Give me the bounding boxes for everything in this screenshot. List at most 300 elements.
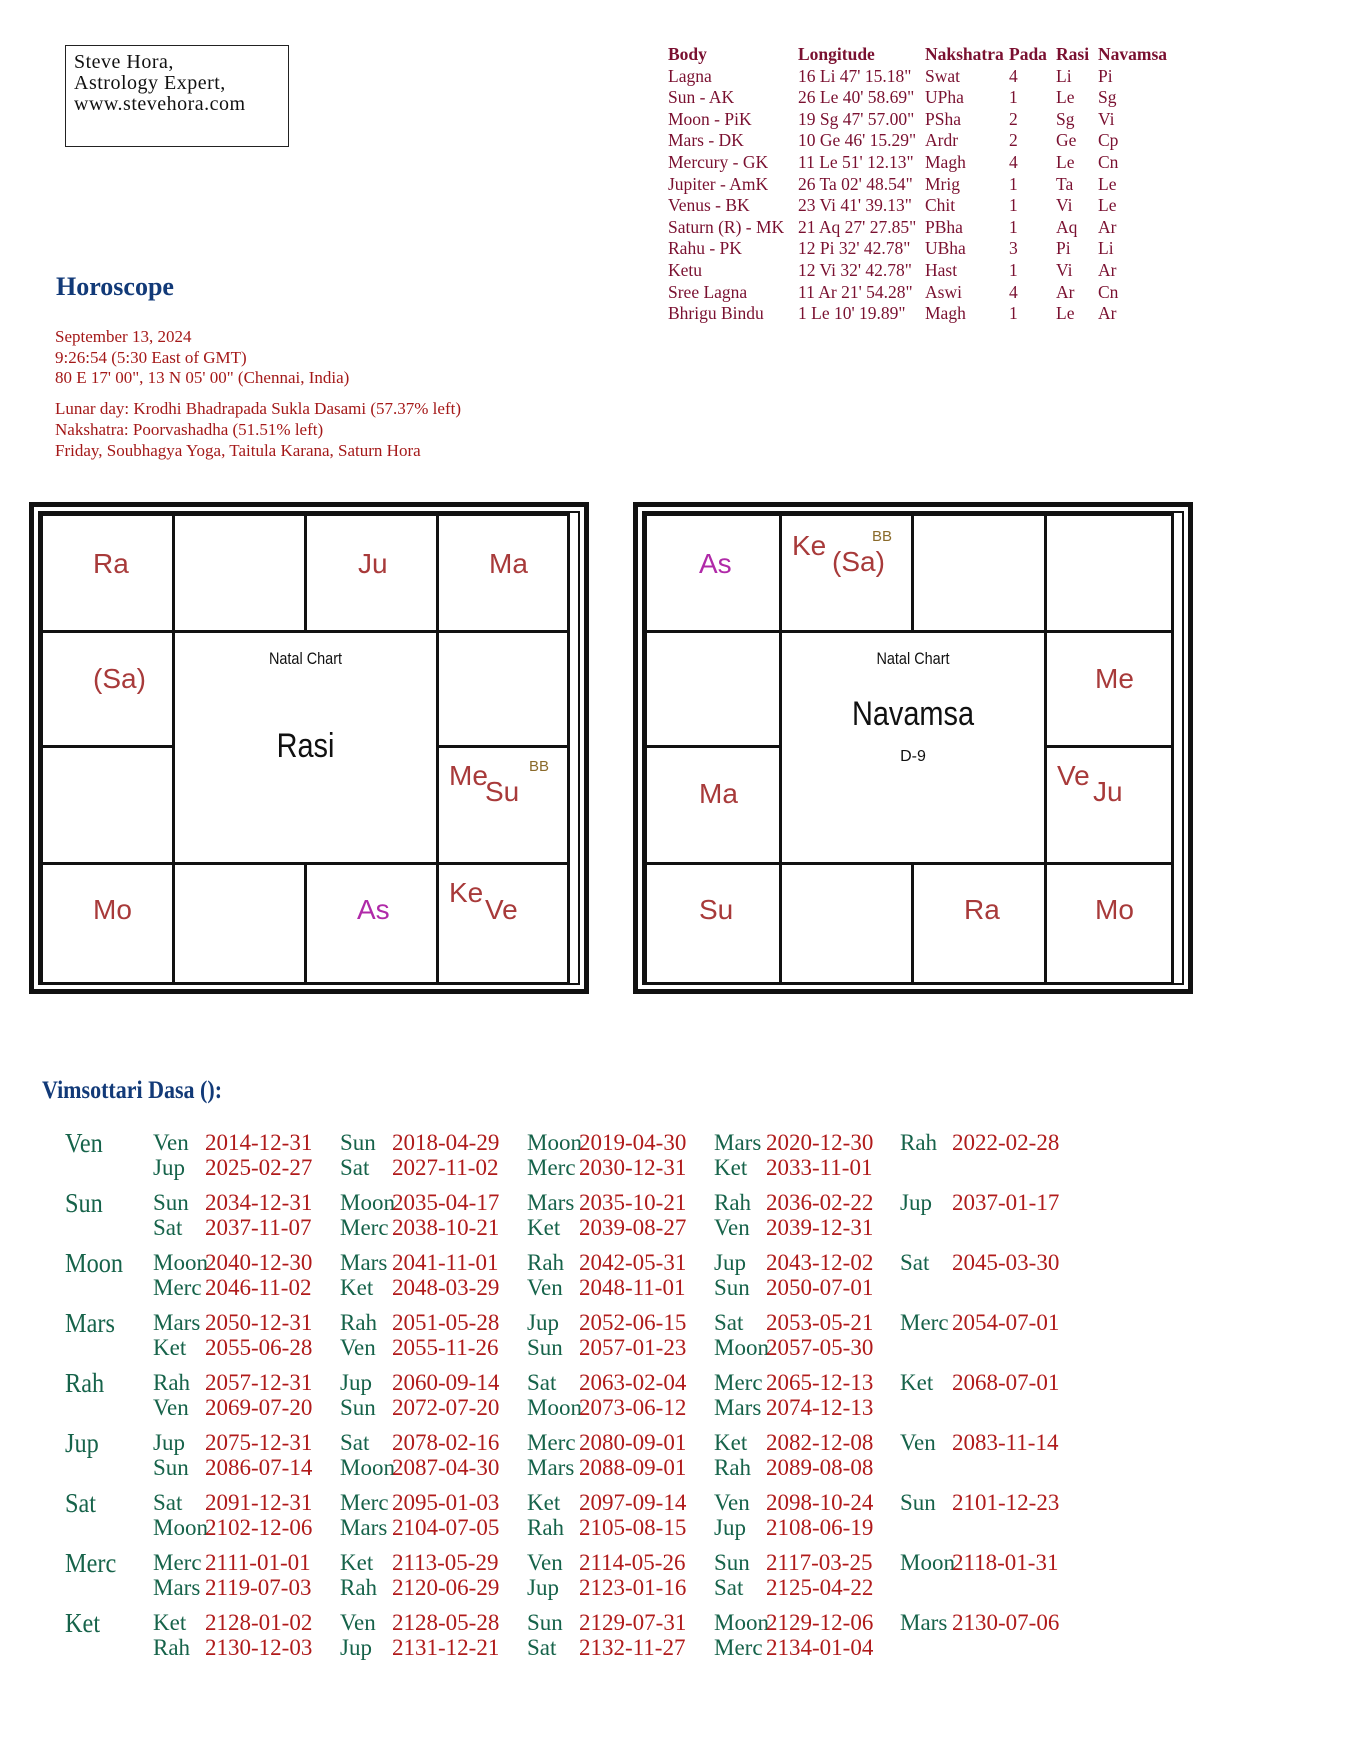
antardasa-planet: Sat <box>527 1370 557 1395</box>
planet-cell: Li <box>1098 238 1114 259</box>
planet-cell: 2 <box>1009 130 1018 151</box>
antardasa-date: 2039-12-31 <box>766 1215 874 1240</box>
planet-cell: Pi <box>1098 65 1113 86</box>
antardasa-date: 2130-12-03 <box>205 1635 313 1660</box>
planet-cell: 1 <box>1009 259 1018 280</box>
navamsa-planet: Ma <box>699 778 738 809</box>
antardasa-date: 2105-08-15 <box>579 1515 687 1540</box>
antardasa-date: 2082-12-08 <box>766 1430 874 1455</box>
antardasa-date: 2034-12-31 <box>205 1190 313 1215</box>
dasa-lord: Merc <box>65 1548 117 1578</box>
planet-row <box>668 282 1167 304</box>
rasi-house-virgo <box>436 862 570 985</box>
antardasa-date: 2091-12-31 <box>205 1490 313 1515</box>
antardasa-planet: Rah <box>527 1250 565 1275</box>
planet-cell: Cn <box>1098 151 1119 172</box>
antardasa-planet: Mars <box>900 1610 948 1635</box>
antardasa-planet: Ven <box>340 1610 376 1635</box>
planet-cell: Ketu <box>668 259 703 280</box>
planet-cell: 1 <box>1009 87 1018 108</box>
navamsa-chart-label: Natal Chart <box>876 649 950 668</box>
antardasa-planet: Sun <box>714 1275 750 1300</box>
antardasa-planet: Merc <box>340 1215 389 1240</box>
antardasa-date: 2089-08-08 <box>766 1455 874 1480</box>
planet-cell: Lagna <box>668 65 712 86</box>
antardasa-planet: Moon <box>900 1550 955 1575</box>
navamsa-planet: Ju <box>1093 776 1123 807</box>
antardasa-planet: Rah <box>714 1190 752 1215</box>
planet-row <box>668 260 1167 282</box>
antardasa-planet: Sun <box>527 1610 563 1635</box>
author-box <box>65 45 289 147</box>
planet-cell: Pi <box>1056 238 1071 259</box>
birth-location: 80 E 17' 00", 13 N 05' 00" (Chennai, India) <box>55 368 350 387</box>
antardasa-planet: Merc <box>527 1155 576 1180</box>
antardasa-date: 2037-01-17 <box>952 1190 1060 1215</box>
antardasa-date: 2041-11-01 <box>392 1250 499 1275</box>
planet-cell: Mars - DK <box>668 130 744 151</box>
dasa-lord: Mars <box>65 1308 115 1338</box>
antardasa-date: 2037-11-07 <box>205 1215 312 1240</box>
antardasa-date: 2086-07-14 <box>205 1455 313 1480</box>
planet-cell: Bhrigu Bindu <box>668 303 764 324</box>
planet-row <box>668 109 1167 131</box>
antardasa-planet: Sat <box>340 1155 370 1180</box>
rasi-lagna: As <box>357 894 390 925</box>
planet-cell: Sun - AK <box>668 87 735 108</box>
lunar-day: Lunar day: Krodhi Bhadrapada Sukla Dasami (57.37% left) <box>55 399 461 418</box>
planet-cell: 2 <box>1009 108 1018 129</box>
planet-row <box>668 238 1167 260</box>
navamsa-planet: (Sa) <box>832 546 885 577</box>
antardasa-date: 2030-12-31 <box>579 1155 687 1180</box>
planet-cell: 4 <box>1009 65 1018 86</box>
antardasa-date: 2054-07-01 <box>952 1310 1060 1335</box>
planet-row <box>668 174 1167 196</box>
planet-cell: 1 <box>1009 195 1018 216</box>
antardasa-date: 2014-12-31 <box>205 1130 313 1155</box>
antardasa-planet: Moon <box>714 1335 769 1360</box>
antardasa-date: 2045-03-30 <box>952 1250 1060 1275</box>
antardasa-planet: Jup <box>714 1250 746 1275</box>
antardasa-date: 2063-02-04 <box>579 1370 687 1395</box>
antardasa-planet: Rah <box>900 1130 938 1155</box>
rasi-house-pisces <box>40 513 175 633</box>
antardasa-planet: Sat <box>153 1215 183 1240</box>
rasi-house-sagittarius <box>40 862 175 985</box>
planet-table <box>668 44 1167 325</box>
rasi-planet: Ve <box>485 894 518 925</box>
header-longitude: Longitude <box>798 44 875 64</box>
antardasa-planet: Mars <box>340 1515 388 1540</box>
antardasa-date: 2036-02-22 <box>766 1190 874 1215</box>
antardasa-planet: Rah <box>527 1515 565 1540</box>
antardasa-planet: Ket <box>714 1155 748 1180</box>
antardasa-planet: Ven <box>900 1430 936 1455</box>
antardasa-date: 2128-05-28 <box>392 1610 500 1635</box>
rasi-house-leo <box>436 745 570 865</box>
navamsa-house-cancer <box>1044 630 1174 748</box>
antardasa-planet: Sat <box>900 1250 930 1275</box>
antardasa-planet: Merc <box>714 1370 763 1395</box>
antardasa-planet: Mars <box>714 1130 762 1155</box>
antardasa-planet: Merc <box>527 1430 576 1455</box>
planet-cell: Swat <box>925 65 960 86</box>
rasi-planet: Ke <box>449 877 484 908</box>
antardasa-planet: Sat <box>527 1635 557 1660</box>
antardasa-planet: Rah <box>340 1310 378 1335</box>
planet-cell: Hast <box>925 259 958 280</box>
antardasa-planet: Ket <box>714 1430 748 1455</box>
planet-cell: PSha <box>925 108 961 129</box>
planet-row <box>668 87 1167 109</box>
antardasa-planet: Mars <box>340 1250 388 1275</box>
dasa-lord: Moon <box>65 1248 124 1278</box>
antardasa-planet: Ket <box>340 1275 374 1300</box>
antardasa-date: 2068-07-01 <box>952 1370 1060 1395</box>
planet-cell: Magh <box>925 151 966 172</box>
planet-cell: 1 <box>1009 303 1018 324</box>
rasi-planet: (Sa) <box>93 663 146 694</box>
navamsa-house-leo <box>1044 745 1174 865</box>
antardasa-planet: Moon <box>340 1455 395 1480</box>
antardasa-planet: Moon <box>153 1250 208 1275</box>
antardasa-date: 2025-02-27 <box>205 1155 313 1180</box>
planet-cell: Le <box>1056 87 1075 108</box>
antardasa-planet: Sat <box>714 1310 744 1335</box>
planet-cell: 11 Ar 21' 54.28" <box>798 281 913 302</box>
antardasa-date: 2055-11-26 <box>392 1335 499 1360</box>
rasi-center <box>172 630 439 865</box>
antardasa-date: 2097-09-14 <box>579 1490 687 1515</box>
antardasa-planet: Ven <box>153 1130 189 1155</box>
antardasa-planet: Sun <box>714 1550 750 1575</box>
antardasa-date: 2074-12-13 <box>766 1395 874 1420</box>
planet-cell: 1 <box>1009 173 1018 194</box>
planet-cell: Ardr <box>925 130 959 151</box>
navamsa-planet: Su <box>699 894 734 925</box>
planet-cell: 19 Sg 47' 57.00" <box>798 108 915 129</box>
navamsa-house-pisces <box>644 513 782 633</box>
navamsa-house-aries <box>779 513 914 633</box>
antardasa-planet: Sat <box>153 1490 183 1515</box>
antardasa-date: 2035-10-21 <box>579 1190 687 1215</box>
antardasa-date: 2125-04-22 <box>766 1575 874 1600</box>
antardasa-planet: Sun <box>340 1395 376 1420</box>
planet-row <box>668 152 1167 174</box>
navamsa-chart <box>633 502 1193 994</box>
antardasa-planet: Mars <box>153 1310 201 1335</box>
antardasa-date: 2022-02-28 <box>952 1130 1060 1155</box>
planet-cell: 26 Le 40' 58.69" <box>798 87 915 108</box>
birth-date: September 13, 2024 <box>55 327 192 346</box>
antardasa-date: 2104-07-05 <box>392 1515 500 1540</box>
antardasa-date: 2118-01-31 <box>952 1550 1059 1575</box>
antardasa-planet: Ket <box>527 1490 561 1515</box>
planet-cell: Ar <box>1098 216 1117 237</box>
planet-cell: 26 Ta 02' 48.54" <box>798 173 913 194</box>
antardasa-date: 2083-11-14 <box>952 1430 1059 1455</box>
antardasa-planet: Ven <box>714 1215 750 1240</box>
antardasa-date: 2072-07-20 <box>392 1395 500 1420</box>
navamsa-house-scorpio <box>779 862 914 985</box>
planet-cell: Vi <box>1098 108 1115 129</box>
antardasa-planet: Ket <box>340 1550 374 1575</box>
rasi-house-capricorn <box>40 745 175 865</box>
antardasa-date: 2018-04-29 <box>392 1130 500 1155</box>
antardasa-date: 2120-06-29 <box>392 1575 500 1600</box>
antardasa-date: 2132-11-27 <box>579 1635 686 1660</box>
antardasa-date: 2048-11-01 <box>579 1275 686 1300</box>
antardasa-date: 2102-12-06 <box>205 1515 313 1540</box>
antardasa-planet: Jup <box>153 1430 185 1455</box>
planet-cell: 1 Le 10' 19.89" <box>798 303 906 324</box>
nakshatra-info: Nakshatra: Poorvashadha (51.51% left) <box>55 420 324 439</box>
navamsa-lagna: As <box>699 548 732 579</box>
planet-row <box>668 66 1167 88</box>
bhrigu-bindu-marker: BB <box>872 528 893 545</box>
antardasa-date: 2131-12-21 <box>392 1635 500 1660</box>
header-body: Body <box>668 44 707 64</box>
planet-row <box>668 217 1167 239</box>
antardasa-date: 2057-01-23 <box>579 1335 687 1360</box>
planet-cell: Mercury - GK <box>668 151 769 172</box>
antardasa-date: 2129-12-06 <box>766 1610 874 1635</box>
navamsa-planet: Ve <box>1057 760 1090 791</box>
navamsa-planet: Me <box>1095 663 1134 694</box>
antardasa-date: 2108-06-19 <box>766 1515 874 1540</box>
antardasa-planet: Jup <box>527 1575 559 1600</box>
rasi-planet: Mo <box>93 894 132 925</box>
planet-cell: Magh <box>925 303 966 324</box>
planet-cell: PBha <box>925 216 963 237</box>
header-nakshatra: Nakshatra <box>925 44 1004 64</box>
antardasa-planet: Jup <box>900 1190 932 1215</box>
planet-cell: 12 Pi 32' 42.78" <box>798 238 911 259</box>
antardasa-planet: Merc <box>714 1635 763 1660</box>
navamsa-house-virgo <box>1044 862 1174 985</box>
dasa-title: Vimsottari Dasa (): <box>42 1077 223 1104</box>
antardasa-planet: Sat <box>714 1575 744 1600</box>
rasi-house-aries <box>172 513 307 633</box>
birth-time: 9:26:54 (5:30 East of GMT) <box>55 348 247 367</box>
planet-cell: Li <box>1056 65 1072 86</box>
antardasa-date: 2046-11-02 <box>205 1275 312 1300</box>
antardasa-date: 2101-12-23 <box>952 1490 1060 1515</box>
antardasa-planet: Sun <box>527 1335 563 1360</box>
navamsa-house-taurus <box>911 513 1047 633</box>
day-yoga-info: Friday, Soubhagya Yoga, Taitula Karana, Saturn Hora <box>55 441 421 460</box>
antardasa-date: 2078-02-16 <box>392 1430 500 1455</box>
planet-cell: Aq <box>1056 216 1078 237</box>
antardasa-planet: Jup <box>714 1515 746 1540</box>
rasi-house-cancer <box>436 630 570 748</box>
planet-cell: 16 Li 47' 15.18" <box>798 65 912 86</box>
antardasa-planet: Jup <box>340 1635 372 1660</box>
navamsa-planet: Ra <box>964 894 1000 925</box>
planet-cell: 21 Aq 27' 27.85" <box>798 216 917 237</box>
navamsa-house-capricorn <box>644 745 782 865</box>
navamsa-house-libra <box>911 862 1047 985</box>
dasa-lord: Jup <box>65 1428 99 1458</box>
planet-row <box>668 303 1167 325</box>
antardasa-planet: Jup <box>527 1310 559 1335</box>
antardasa-planet: Merc <box>900 1310 949 1335</box>
author-name: Steve Hora, <box>74 51 174 73</box>
antardasa-planet: Rah <box>340 1575 378 1600</box>
planet-cell: 12 Vi 32' 42.78" <box>798 259 912 280</box>
rasi-house-aquarius <box>40 630 175 748</box>
antardasa-planet: Mars <box>527 1190 575 1215</box>
header-pada: Pada <box>1009 44 1047 64</box>
planet-cell: Ar <box>1098 259 1117 280</box>
antardasa-planet: Merc <box>153 1275 202 1300</box>
header-navamsa: Navamsa <box>1098 44 1168 64</box>
antardasa-date: 2117-03-25 <box>766 1550 873 1575</box>
rasi-planet: Me <box>449 760 488 791</box>
header-rasi: Rasi <box>1056 44 1090 64</box>
antardasa-planet: Ket <box>153 1610 187 1635</box>
antardasa-planet: Rah <box>153 1635 191 1660</box>
antardasa-planet: Moon <box>714 1610 769 1635</box>
antardasa-date: 2128-01-02 <box>205 1610 313 1635</box>
planet-row <box>668 195 1167 217</box>
planet-cell: Chit <box>925 195 956 216</box>
antardasa-date: 2057-12-31 <box>205 1370 313 1395</box>
antardasa-planet: Sun <box>153 1455 189 1480</box>
antardasa-date: 2027-11-02 <box>392 1155 499 1180</box>
rasi-house-taurus <box>304 513 439 633</box>
antardasa-planet: Sat <box>340 1430 370 1455</box>
navamsa-house-sagittarius <box>644 862 782 985</box>
antardasa-planet: Ket <box>527 1215 561 1240</box>
rasi-house-scorpio <box>172 862 307 985</box>
planet-cell: Jupiter - AmK <box>668 173 769 194</box>
planet-cell: Le <box>1098 195 1117 216</box>
bhrigu-bindu-marker: BB <box>529 758 550 775</box>
antardasa-planet: Jup <box>153 1155 185 1180</box>
planet-cell: Cp <box>1098 130 1119 151</box>
antardasa-planet: Sun <box>900 1490 936 1515</box>
antardasa-planet: Ket <box>153 1335 187 1360</box>
antardasa-planet: Merc <box>153 1550 202 1575</box>
antardasa-date: 2050-12-31 <box>205 1310 313 1335</box>
antardasa-planet: Sun <box>153 1190 189 1215</box>
planet-cell: Le <box>1098 173 1117 194</box>
planet-cell: Saturn (R) - MK <box>668 216 785 237</box>
antardasa-date: 2134-01-04 <box>766 1635 874 1660</box>
antardasa-date: 2119-07-03 <box>205 1575 312 1600</box>
dasa-lord: Rah <box>65 1368 105 1398</box>
antardasa-date: 2051-05-28 <box>392 1310 500 1335</box>
antardasa-planet: Sun <box>340 1130 376 1155</box>
rasi-planet: Ra <box>93 548 129 579</box>
antardasa-date: 2065-12-13 <box>766 1370 874 1395</box>
rasi-planet: Ma <box>489 548 528 579</box>
planet-cell: Mrig <box>925 173 960 194</box>
dasa-lord: Sat <box>65 1488 97 1518</box>
planet-cell: Sree Lagna <box>668 281 748 302</box>
planet-cell: Vi <box>1056 259 1073 280</box>
planet-cell: Cn <box>1098 281 1119 302</box>
antardasa-date: 2129-07-31 <box>579 1610 687 1635</box>
planet-cell: 4 <box>1009 151 1018 172</box>
antardasa-date: 2053-05-21 <box>766 1310 874 1335</box>
antardasa-planet: Ven <box>527 1275 563 1300</box>
antardasa-date: 2038-10-21 <box>392 1215 500 1240</box>
planet-cell: Ar <box>1098 303 1117 324</box>
antardasa-date: 2043-12-02 <box>766 1250 874 1275</box>
dasa-lord: Ven <box>65 1128 103 1158</box>
dasa-lord: Sun <box>65 1188 103 1218</box>
antardasa-date: 2123-01-16 <box>579 1575 687 1600</box>
antardasa-date: 2080-09-01 <box>579 1430 687 1455</box>
antardasa-planet: Ven <box>527 1550 563 1575</box>
rasi-planet: Ju <box>358 548 388 579</box>
rasi-chart <box>29 502 589 994</box>
planet-cell: Ge <box>1056 130 1077 151</box>
navamsa-division-label: D-9 <box>900 748 926 765</box>
planet-cell: 10 Ge 46' 15.29" <box>798 130 917 151</box>
antardasa-date: 2057-05-30 <box>766 1335 874 1360</box>
planet-cell: Le <box>1056 151 1075 172</box>
antardasa-planet: Moon <box>340 1190 395 1215</box>
author-title: Astrology Expert, <box>74 72 226 94</box>
dasa-lord: Ket <box>65 1608 101 1638</box>
antardasa-planet: Moon <box>153 1515 208 1540</box>
antardasa-date: 2113-05-29 <box>392 1550 499 1575</box>
rasi-house-gemini <box>436 513 570 633</box>
antardasa-planet: Moon <box>527 1395 582 1420</box>
antardasa-planet: Mars <box>153 1575 201 1600</box>
antardasa-planet: Merc <box>340 1490 389 1515</box>
planet-cell: 3 <box>1009 238 1018 259</box>
horoscope-title: Horoscope <box>56 272 174 301</box>
planet-cell: 1 <box>1009 216 1018 237</box>
navamsa-house-aquarius <box>644 630 782 748</box>
planet-cell: Moon - PiK <box>668 108 752 129</box>
antardasa-planet: Mars <box>714 1395 762 1420</box>
planet-cell: Aswi <box>925 281 962 302</box>
navamsa-planet: Mo <box>1095 894 1134 925</box>
planet-cell: Ar <box>1056 281 1075 302</box>
antardasa-date: 2048-03-29 <box>392 1275 500 1300</box>
navamsa-chart-title: Navamsa <box>851 695 975 733</box>
planet-cell: Sg <box>1098 87 1117 108</box>
antardasa-date: 2095-01-03 <box>392 1490 500 1515</box>
planet-cell: 11 Le 51' 12.13" <box>798 151 914 172</box>
antardasa-date: 2098-10-24 <box>766 1490 874 1515</box>
antardasa-planet: Ven <box>153 1395 189 1420</box>
planet-cell: Venus - BK <box>668 195 750 216</box>
rasi-chart-title: Rasi <box>276 727 335 765</box>
antardasa-planet: Rah <box>714 1455 752 1480</box>
antardasa-planet: Mars <box>527 1455 575 1480</box>
antardasa-date: 2033-11-01 <box>766 1155 873 1180</box>
planet-cell: Ta <box>1056 173 1074 194</box>
antardasa-date: 2020-12-30 <box>766 1130 874 1155</box>
planet-cell: Rahu - PK <box>668 238 742 259</box>
antardasa-planet: Ket <box>900 1370 934 1395</box>
author-website: www.stevehora.com <box>74 93 246 115</box>
antardasa-date: 2042-05-31 <box>579 1250 687 1275</box>
antardasa-date: 2035-04-17 <box>392 1190 500 1215</box>
antardasa-date: 2040-12-30 <box>205 1250 313 1275</box>
antardasa-planet: Ven <box>714 1490 750 1515</box>
antardasa-date: 2087-04-30 <box>392 1455 500 1480</box>
planet-cell: Le <box>1056 303 1075 324</box>
planet-cell: 4 <box>1009 281 1018 302</box>
